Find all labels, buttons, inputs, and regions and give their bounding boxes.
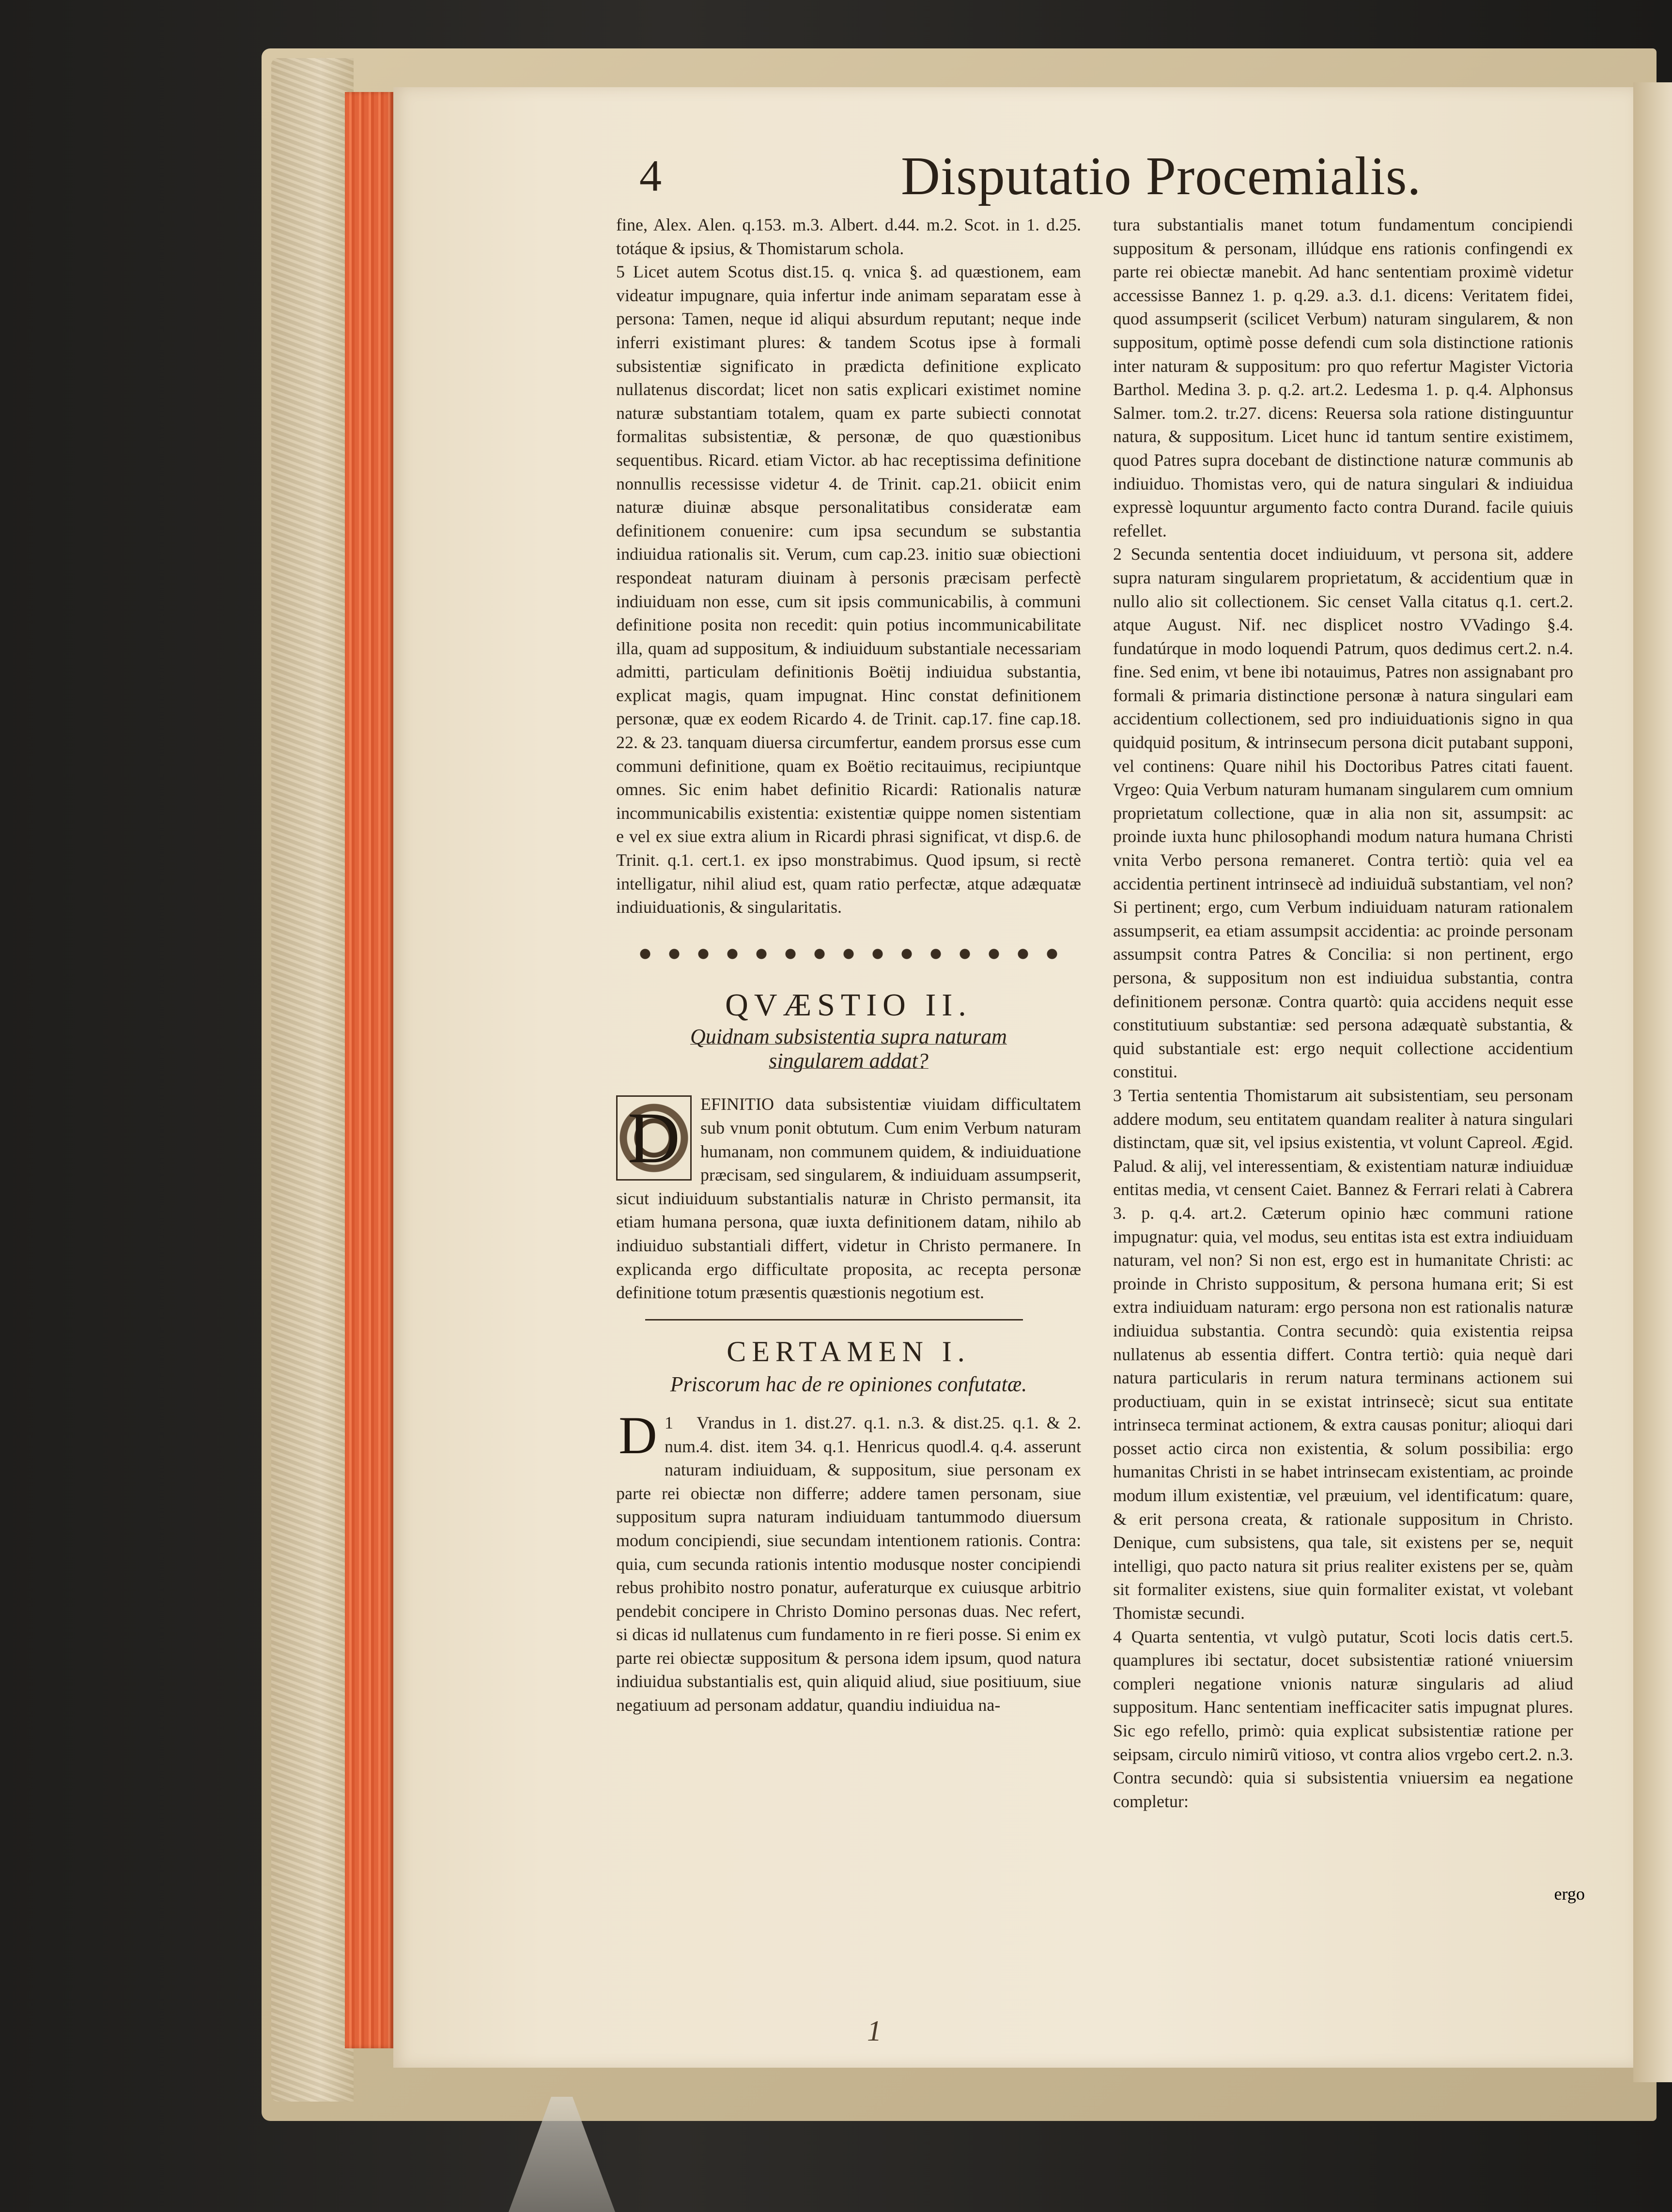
right-column [1113,213,1573,1813]
paragraph: 3 Tertia sententia Thomistarum ait subsistentiam, seu personam addere modum, seu entitatem quandam realiter à natura singulari distinctam, quæ sit, vel ipsius existentia, vt volunt Capreol. Ægid. Palud. & alij, vel interessentiam, & existentiam naturæ indiuiduæ entitas media, vt censent Caiet. Bannez & Ferrari relati à Cabrera 3. p. q.4. art.2. Cæterum opinio hæc communi ratione impugnatur: quia, vel modus, seu entitas ista est extra indiuiduam naturam, vel non? Si non est, ergo est in humanitate Christi: ac proinde in Christo suppositum, & persona humana erit; Si est extra indiuiduam naturam: ergo persona non est rationalis naturæ indiuidua substantia. Contra secundò: quia existentia reipsa nullatenus ab essentia differt. Contra tertiò: quia nequè dari natura particularis in rerum natura terminans actionem sui productiuam, quin in se existat intrinsecè; sicut sua entitate intrinseca terminat actionem, & extra causas ponitur; alioqui dari posset actio circa non existentia, & solum possibilia: ergo humanitas Christi in se habet intrinsecam existentiam, ac proinde modum illum existentiæ, vel præuium, vel identificatum: quare, & erit persona creata, & rationale suppositum in Christo. Denique, cum subsistens, qua tale, sit existens per se, nequit intelligi, quo pacto natura sit prius realiter existens per se, quàm sit formaliter existens, siue quin formaliter existat, vt volebant Thomistæ secundi. [1113,1085,1573,1623]
left-column [616,213,1081,1717]
paragraph: 5 Licet autem Scotus dist.15. q. vnica §. ad quæstionem, eam videatur impugnare, quia infertur inde animam separatam esse à persona: Tamen, neque id aliqui absurdum reputant; neque inde inferri existimant plures: & tandem Scotus ipse à formali subsistentiæ significato in prædicta definitione explicato nullatenus discordat; licet non satis explicari existimet nomine naturæ substantiam totalem, quam ex parte subiecti connotat formalitas subsistentiæ, & personæ, de quo quæstionibus sequentibus. Ricard. etiam Victor. ab hac receptissima definitione nonnullis recessisse videtur 4. de Trinit. cap.21. obiicit enim naturæ diuinæ absque personalitatibus consideratæ eam definitionem conuenire: cum ipsa secundum se substantia indiuidua rationalis sit. Verum, cum cap.23. initio suæ obiectioni respondeat naturam diuinam à personis præcisam perfectè indiuiduam non esse, cum sit ipsis communicabilis, à communi definitione posita non recedit: quin potius incommunicabilitate illa, quam ad suppositum, & indiuiduum substantiale necessariam admitti, particulam definitionis Boëtij indiuidua substantia, explicat magis, quam impugnat. Hinc constat definitionem personæ, quæ ex eodem Ricardo 4. de Trinit. cap.17. fine cap.18. 22. & 23. tanquam diuersa circumfertur, eandem prorsus esse cum communi definitione, quam ex Boëtio recitauimus, recipiuntque omnes. Sic enim habet definitio Ricardi: Rationalis naturæ incommunicabilis existentia: existentiæ quippe nomen sistentiam e vel ex siue extra alium in Ricardi phrasi significat, vt disp.6. de Trinit. q.1. cert.1. ex ipso monstrabimus. Quod ipsum, si rectè intelligatur, nihil aliud est, quam ratio perfectæ, atque adæquatæ indiuiduationis, & singularitatis. [616,262,1081,917]
page-header [581,140,1550,223]
paragraph: fine, Alex. Alen. q.153. m.3. Albert. d.44. m.2. Scot. in 1. d.25. totáque & ipsius, & Thomistarum schola. [616,215,1081,258]
signature-mark: 1 [867,2015,882,2047]
paragraph: 2 Secunda sententia docet indiuiduum, vt persona sit, addere supra naturam singularem proprietatum, & accidentium quæ in nullo alio sit collectionem. Sic censet Valla citatus q.1. cert.2. atque August. Nif. nec displicet nostro VVadingo §.4. fundatúrque in modo loquendi Patrum, quos dedimus cert.2. n.4. fine. Sed enim, vt bene ibi notauimus, Patres non assignabant pro formali & primaria distinctione personæ à natura singulari eam accidentium collectionem, sed pro indiuiduationis signo in qua quidquid positum, & intrinsecum persona dicit putabant supponi, vel continens: Quare nihil his Doctoribus Patres citati fauent. Vrgeo: Quia Verbum naturam humanam singularem cum omnium proprietatum collectione, quæ in alia non sit, assumpsit: ac proinde iuxta hunc philosophandi modum natura humana Christi vnita Verbo persona remaneret. Contra tertiò: quia vel ea accidentia pertinent intrinsecè ad indiuiduã substantiam, vel non? Si pertinent; ergo, cum Verbum indiuiduam naturam rationalem assumpserit, ea etiam assumpsit accidentia: ac proinde personam assumpsit contra Patres & Concilia: si non pertinent, ergo persona, & suppositum non est indiuidua substantia, contra definitionem personæ. Contra quartò: quia accidens nequit esse constitutiuum substantiæ: sed persona adæquatè substantia, & quid substantiale est: ergo nequit collectione accidentium constitui. [1113,544,1573,1082]
ornamental-initial: D [616,1095,692,1181]
question-title: QVÆSTIO II. [725,987,972,1023]
certamen-subtitle: Priscorum hac de re opiniones confutatæ. [670,1372,1027,1397]
question-subtitle: Quidnam subsistentia supra naturam singularem addat? [690,1025,1007,1073]
certamen-title: CERTAMEN I. [727,1335,971,1367]
running-head: Disputatio Procemialis. [901,146,1422,206]
catchword: ergo [1554,1884,1585,1904]
paragraph: 4 Quarta sententia, vt vulgò putatur, Scoti locis datis cert.5. quamplures ibi sectatur, docet subsistentiæ rationé vniuersim compleri negatione vnionis naturæ singularis ad aliud suppositum. Hanc sententiam inefficaciter satis impugnat plures. Sic ego refello, primò: quia explicat subsistentiæ ratione per seipsam, circulo nimirũ vitioso, vt contra alios vrgebo cert.2. n.3. Contra secundò: quia si subsistentia vniuersim ea negatione completur: [1113,1627,1573,1811]
paragraph: 1 D Vrandus in 1. dist.27. q.1. n.3. & dist.25. q.1. & 2. num.4. dist. item 34. q.1. Henricus quodl.4. q.4. asserunt naturam indiuiduam, & suppositum, siue personam ex parte rei obiectæ non differre; addere tamen personam, siue suppositum supra naturam indiuiduam tantummodo diuersum modum concipiendi, siue secundam intentionem rationis. Contra: quia, cum secunda rationis intentio modusque noster concipiendi rebus prohibito nostro ponatur, auferaturque ex cuiusque arbitrio pendebit concipere in Christo Domino personas duas. Nec refert, si dicas id nullatenus cum fundamento in re fieri posse. Si enim ex parte rei obiectæ suppositum & persona idem ipsum, quod natura indiuidua substantialis est, quin aliquid aliud, siue positiuum, siue negatiuum ad personam addatur, quandiu indiuidua na- [616,1405,1081,1715]
ornament-band [631,938,1067,979]
page-number: 4 [639,151,662,200]
page-edges [345,92,393,2048]
paragraph: D EFINITIO data subsistentiæ viuidam difficultatem sub vnum ponit obtutum. Cum enim Verbum naturam humanam, non communem quidem, & indiuiduatione præcisam, sed singularem, & indiuiduam assumpserit, sicut indiuiduum substantialis naturæ in Christo permansit, ita etiam humana persona, quæ iuxta definitionem datam, nihilo ab indiuiduo substantiali differt, videtur in Christo permanere. In explicanda ergo difficultate proposita, ac recepta personæ definitione totum præsentis quæstionis negotium est. [616,1094,1081,1303]
cover-board-edge [271,58,354,2102]
facing-page-edge [1633,82,1672,2082]
section-rule [645,1319,1023,1321]
paragraph: tura substantialis manet totum fundamentum concipiendi suppositum & personam, illúdque ens rationis confingendi ex parte rei obiectæ manebit. Ad hanc sententiam proximè videtur accessisse Bannez 1. p. q.29. a.3. d.1. dicens: Veritatem fidei, quod assumpserit (scilicet Verbum) naturam singularem, & non suppositum, optimè posse defendi cum sola distinctione rationis inter naturam & suppositum: pro quo refertur Magister Victoria Barthol. Medina 3. p. q.2. art.2. Ledesma 1. p. q.4. Alphonsus Salmer. tom.2. tr.27. dicens: Reuersa sola ratione distinguuntur natura, & suppositum. Licet hunc id tantum sentire existimem, quod Patres supra docebant de distinctione naturæ communis ab indiuiduo. Thomistas vero, qui de natura singulari & indiuidua expressè loquuntur argumento facto contra Durand. facile quiuis refellet. [1113,215,1573,540]
paragraph-number: 1 [665,1413,673,1432]
initial-letter: D [619,1405,657,1465]
